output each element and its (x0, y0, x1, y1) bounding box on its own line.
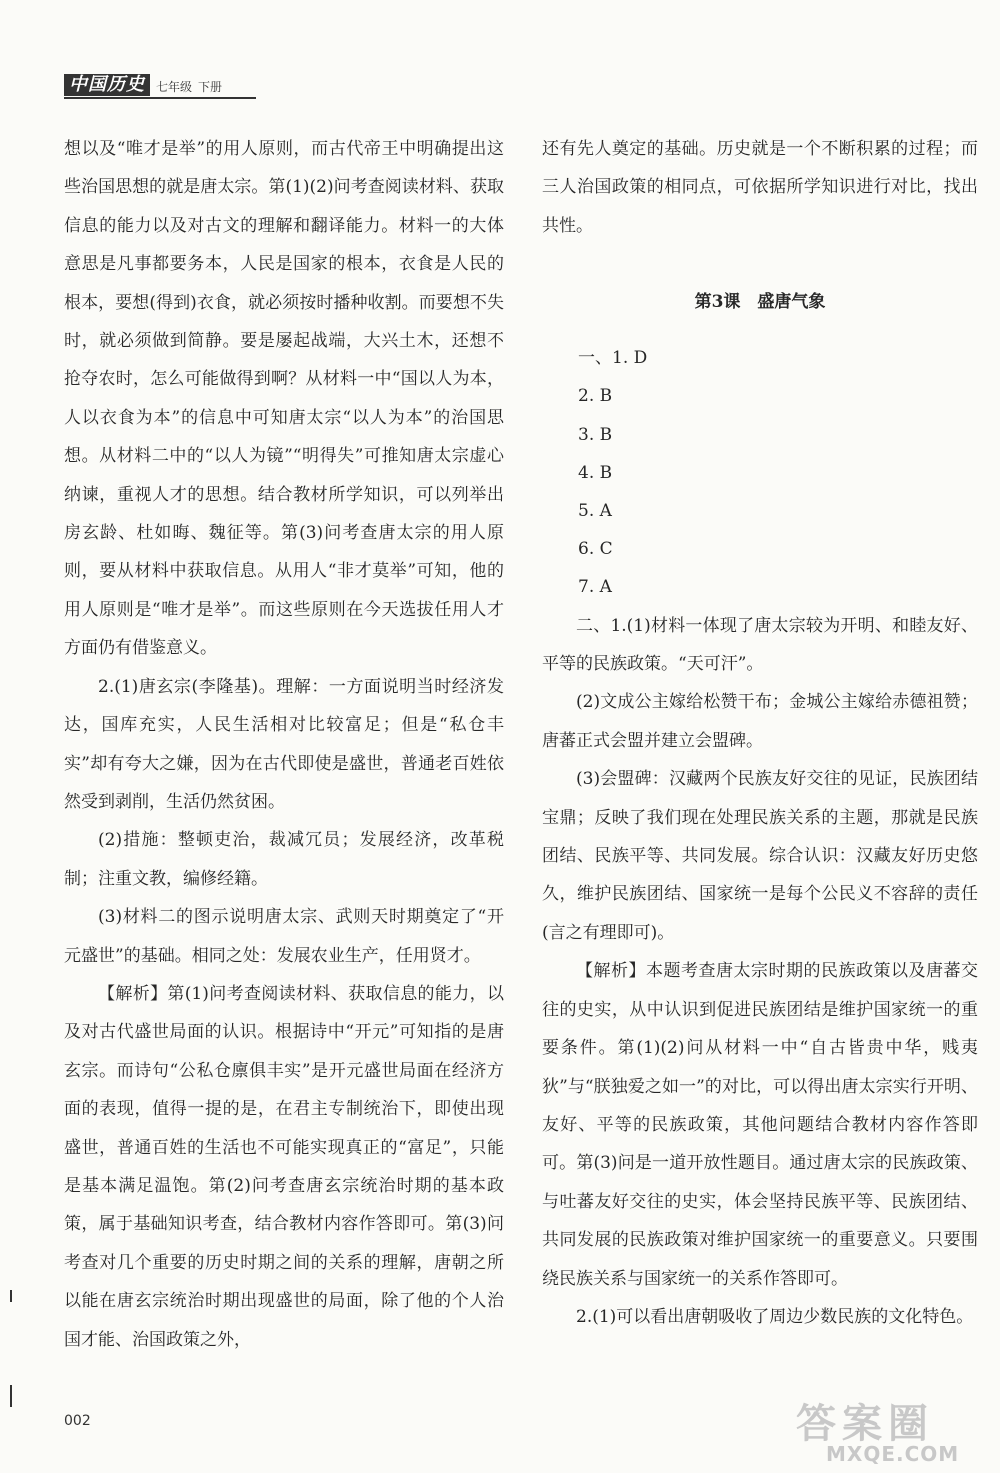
margin-mark (10, 1290, 12, 1302)
answer-item: 6. C (578, 539, 613, 560)
watermark-logo (796, 1402, 986, 1468)
left-paragraph: (3)材料二的图示说明唐太宗、武则天时期奠定了“开元盛世”的基础。相同之处：发展农业生产，任用贤才。 (64, 907, 504, 966)
left-paragraph: 想以及“唯才是举”的用人原则，而古代帝王中明确提出这些治国思想的就是唐太宗。第(1)(2)问考查阅读材料、获取信息的能力以及对古文的理解和翻译能力。材料一的大体意思是凡事都要务本，人民是国家的根本，衣食是人民的根本，要想(得到)衣食，就必须按时播种收割。而要想不失时，就必须做到简静。要是屡起战端，大兴土木，还想不抢夺农时，怎么可能做得到啊？从材料一中“国以人为本，人以衣食为本”的信息中可知唐太宗“以人为本”的治国思想。从材料二中的“以人为镜”“明得失”可推知唐太宗虚心纳谏，重视人才的思想。结合教材所学知识，可以列举出房玄龄、杜如晦、魏征等。第(3)问考查唐太宗的用人原则，要从材料中获取信息。从用人“非才莫举”可知，他的用人原则是“唯才是举”。而这些原则在今天选拔任用人才方面仍有借鉴意义。 (64, 139, 504, 659)
right-paragraph: 二、1.(1)材料一体现了唐太宗较为开明、和睦友好、平等的民族政策。“天可汗”。 (542, 615, 978, 675)
header-rule (64, 97, 256, 99)
answer-item: 5. A (578, 501, 612, 522)
right-paragraph: 2.(1)可以看出唐朝吸收了周边少数民族的文化特色。 (576, 1306, 974, 1327)
right-column (542, 130, 978, 1336)
left-column (64, 130, 504, 1359)
grade-label: 七年级 (156, 80, 193, 94)
right-intro-paragraph: 还有先人奠定的基础。历史就是一个不断积累的过程；而三人治国政策的相同点，可依据所学知识进行对比，找出共性。 (542, 139, 978, 236)
right-paragraph: (2)文成公主嫁给松赞干布；金城公主嫁给赤德祖赞；唐蕃正式会盟并建立会盟碑。 (542, 692, 978, 751)
answer-item: 一、1. D (578, 348, 648, 369)
answer-item: 4. B (578, 462, 613, 483)
left-paragraph: (2)措施：整顿吏治，裁减冗员；发展经济，改革税制；注重文教，编修经籍。 (64, 830, 504, 889)
margin-mark (10, 1385, 12, 1407)
left-paragraph: 2.(1)唐玄宗(李隆基)。理解：一方面说明当时经济发达，国库充实，人民生活相对比较富足；但是“私仓丰实”却有夸大之嫌，因为在古代即使是盛世，普通老百姓依然受到剥削，生活仍然贫困。 (64, 676, 504, 812)
answer-item: 7. A (578, 577, 612, 598)
volume-label: 下册 (198, 80, 223, 94)
watermark-url: MXQE.COM (826, 1442, 960, 1466)
lesson-title: 第3课 盛唐气象 (694, 292, 826, 313)
series-logo: 中国历史 (64, 74, 150, 96)
watermark-text: 答案圈 (796, 1401, 934, 1447)
right-paragraph: (3)会盟碑：汉藏两个民族友好交往的见证，民族团结宝鼎；反映了我们现在处理民族关系的主题，那就是民族团结、民族平等、共同发展。综合认识：汉藏友好历史悠久，维护民族团结、国家统一是每个公民义不容辞的责任(言之有理即可)。 (542, 769, 978, 943)
answer-item: 2. B (578, 386, 613, 407)
page-number: 002 (64, 1413, 91, 1429)
running-header (64, 74, 222, 96)
right-paragraph: 【解析】本题考查唐太宗时期的民族政策以及唐蕃交往的史实，从中认识到促进民族团结是维护国家统一的重要条件。第(1)(2)问从材料一中“自古皆贵中华，贱夷狄”与“朕独爱之如一”的对比，可以得出唐太宗实行开明、友好、平等的民族政策，其他问题结合教材内容作答即可。第(3)问是一道开放性题目。通过唐太宗的民族政策、与吐蕃友好交往的史实，体会坚持民族平等、民族团结、共同发展的民族政策对维护国家统一的重要意义。只要围绕民族关系与国家统一的关系作答即可。 (542, 961, 978, 1289)
answer-item: 3. B (578, 424, 613, 445)
left-paragraph: 【解析】第(1)问考查阅读材料、获取信息的能力，以及对古代盛世局面的认识。根据诗中“开元”可知指的是唐玄宗。而诗句“公私仓廪俱丰实”是开元盛世局面在经济方面的表现，值得一提的是，在君主专制统治下，即使出现盛世，普通百姓的生活也不可能实现真正的“富足”，只能是基本满足温饱。第(2)问考查唐玄宗统治时期的基本政策，属于基础知识考查，结合教材内容作答即可。第(3)问考查对几个重要的历史时期之间的关系的理解，唐朝之所以能在唐玄宗统治时期出现盛世的局面，除了他的个人治国才能、治国政策之外， (64, 983, 504, 1350)
